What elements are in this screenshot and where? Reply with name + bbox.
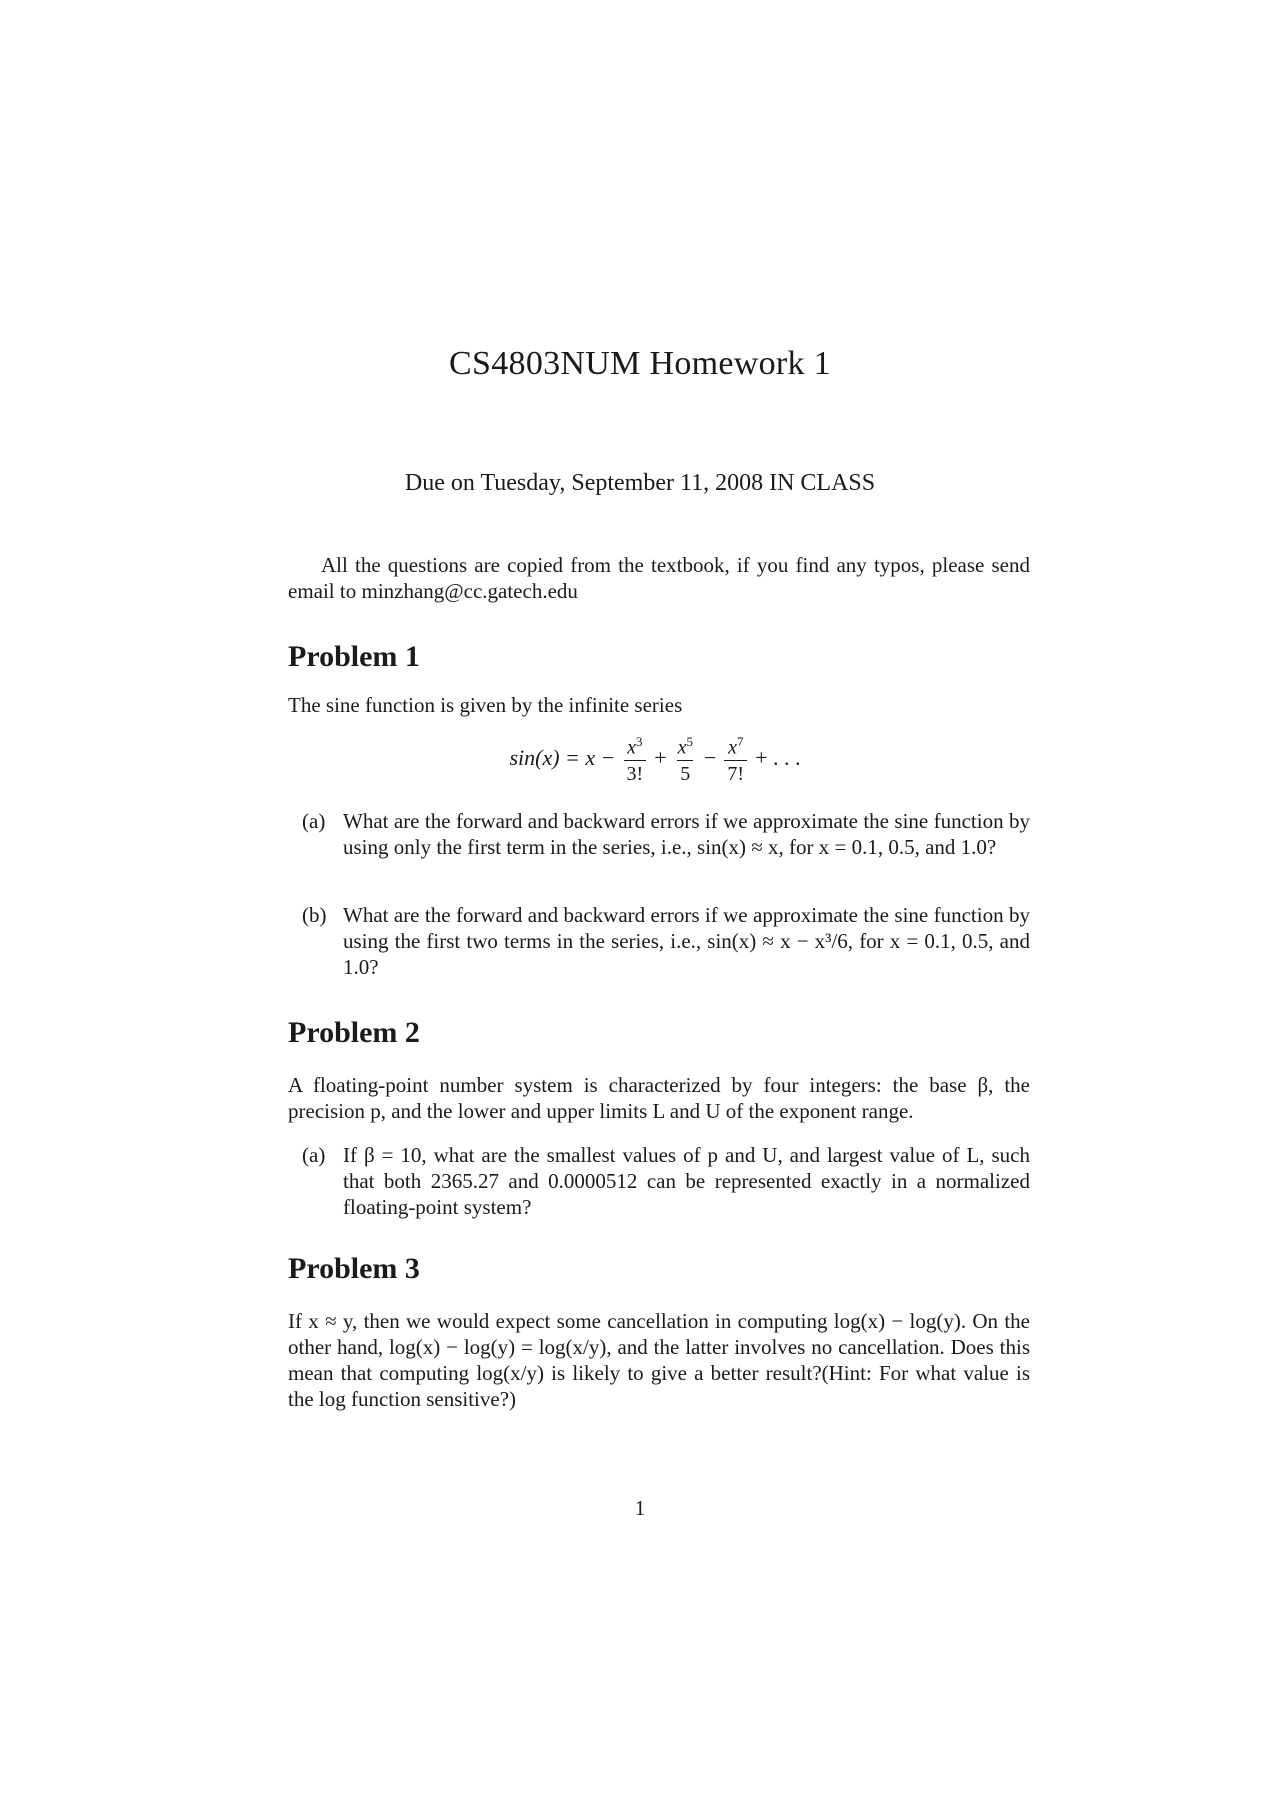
problem-3-text: If x ≈ y, then we would expect some cancellation in computing log(x) − log(y). On the other hand, log(x) − log(y) = log(x/y), and the latter involves no cancellation. Does this mean that computing log(x/y) is likely to give a better result?(Hint: For what value is the log function sensitive?) bbox=[288, 1309, 1030, 1411]
problem-3-heading: Problem 3 bbox=[288, 1252, 420, 1285]
part-text: If β = 10, what are the smallest values of p and U, and largest value of L, such that both 2365.27 and 0.0000512 can be represented exactly in a normalized floating-point system? bbox=[343, 1143, 1030, 1219]
part-label: (a) bbox=[302, 1143, 326, 1167]
term-x5-fraction: $\frac{x^5}{5}$ bbox=[677, 734, 693, 785]
problem-2-heading-block bbox=[288, 1016, 1030, 1050]
page-number: 1 bbox=[634, 1496, 646, 1520]
equation-tail: + . . . bbox=[755, 745, 801, 771]
term-x3-fraction: $\frac{x^3}{3!}$ bbox=[624, 730, 647, 787]
problem-2-heading: Problem 2 bbox=[288, 1016, 420, 1049]
problem-1-heading-block bbox=[288, 640, 1030, 674]
part-label: (b) bbox=[302, 903, 327, 927]
document-title: CS4803NUM Homework 1 bbox=[449, 345, 831, 382]
equation-plus: + bbox=[654, 745, 667, 771]
problem-3-block bbox=[288, 1308, 1030, 1412]
term-x7-fraction: $\frac{x^7}{7!}$ bbox=[724, 730, 747, 787]
problem-1-part-b bbox=[288, 902, 1030, 980]
due-date: Due on Tuesday, September 11, 2008 IN CLASS bbox=[404, 470, 876, 496]
sine-series-equation bbox=[0, 730, 1280, 800]
problem-2-part-a bbox=[288, 1142, 1030, 1220]
equation-minus: − bbox=[704, 745, 717, 771]
problem-2-text: A floating-point number system is characterized by four integers: the base β, the precision p, and the lower and upper limits L and U of the exponent range. bbox=[288, 1073, 1030, 1123]
problem-1-text: The sine function is given by the infinite series bbox=[288, 693, 683, 717]
problem-1-part-a bbox=[288, 808, 1030, 860]
problem-1-heading: Problem 1 bbox=[288, 640, 420, 673]
intro-block bbox=[288, 552, 1030, 604]
equation-lhs: sin(x) = x − bbox=[509, 745, 616, 771]
problem-1-intro-block bbox=[288, 692, 1030, 718]
part-text: What are the forward and backward errors if we approximate the sine function by using only the first term in the series, i.e., sin(x) ≈ x, for x = 0.1, 0.5, and 1.0? bbox=[343, 809, 1030, 859]
part-label: (a) bbox=[302, 809, 326, 833]
problem-2-intro-block bbox=[288, 1072, 1030, 1124]
part-text: What are the forward and backward errors if we approximate the sine function by using the first two terms in the series, i.e., sin(x) ≈ x − x³/6, for x = 0.1, 0.5, and 1.0? bbox=[343, 903, 1030, 979]
problem-3-heading-block bbox=[288, 1252, 1030, 1286]
intro-paragraph: All the questions are copied from the textbook, if you find any typos, please send email to minzhang@cc.gatech.edu bbox=[288, 553, 1030, 603]
